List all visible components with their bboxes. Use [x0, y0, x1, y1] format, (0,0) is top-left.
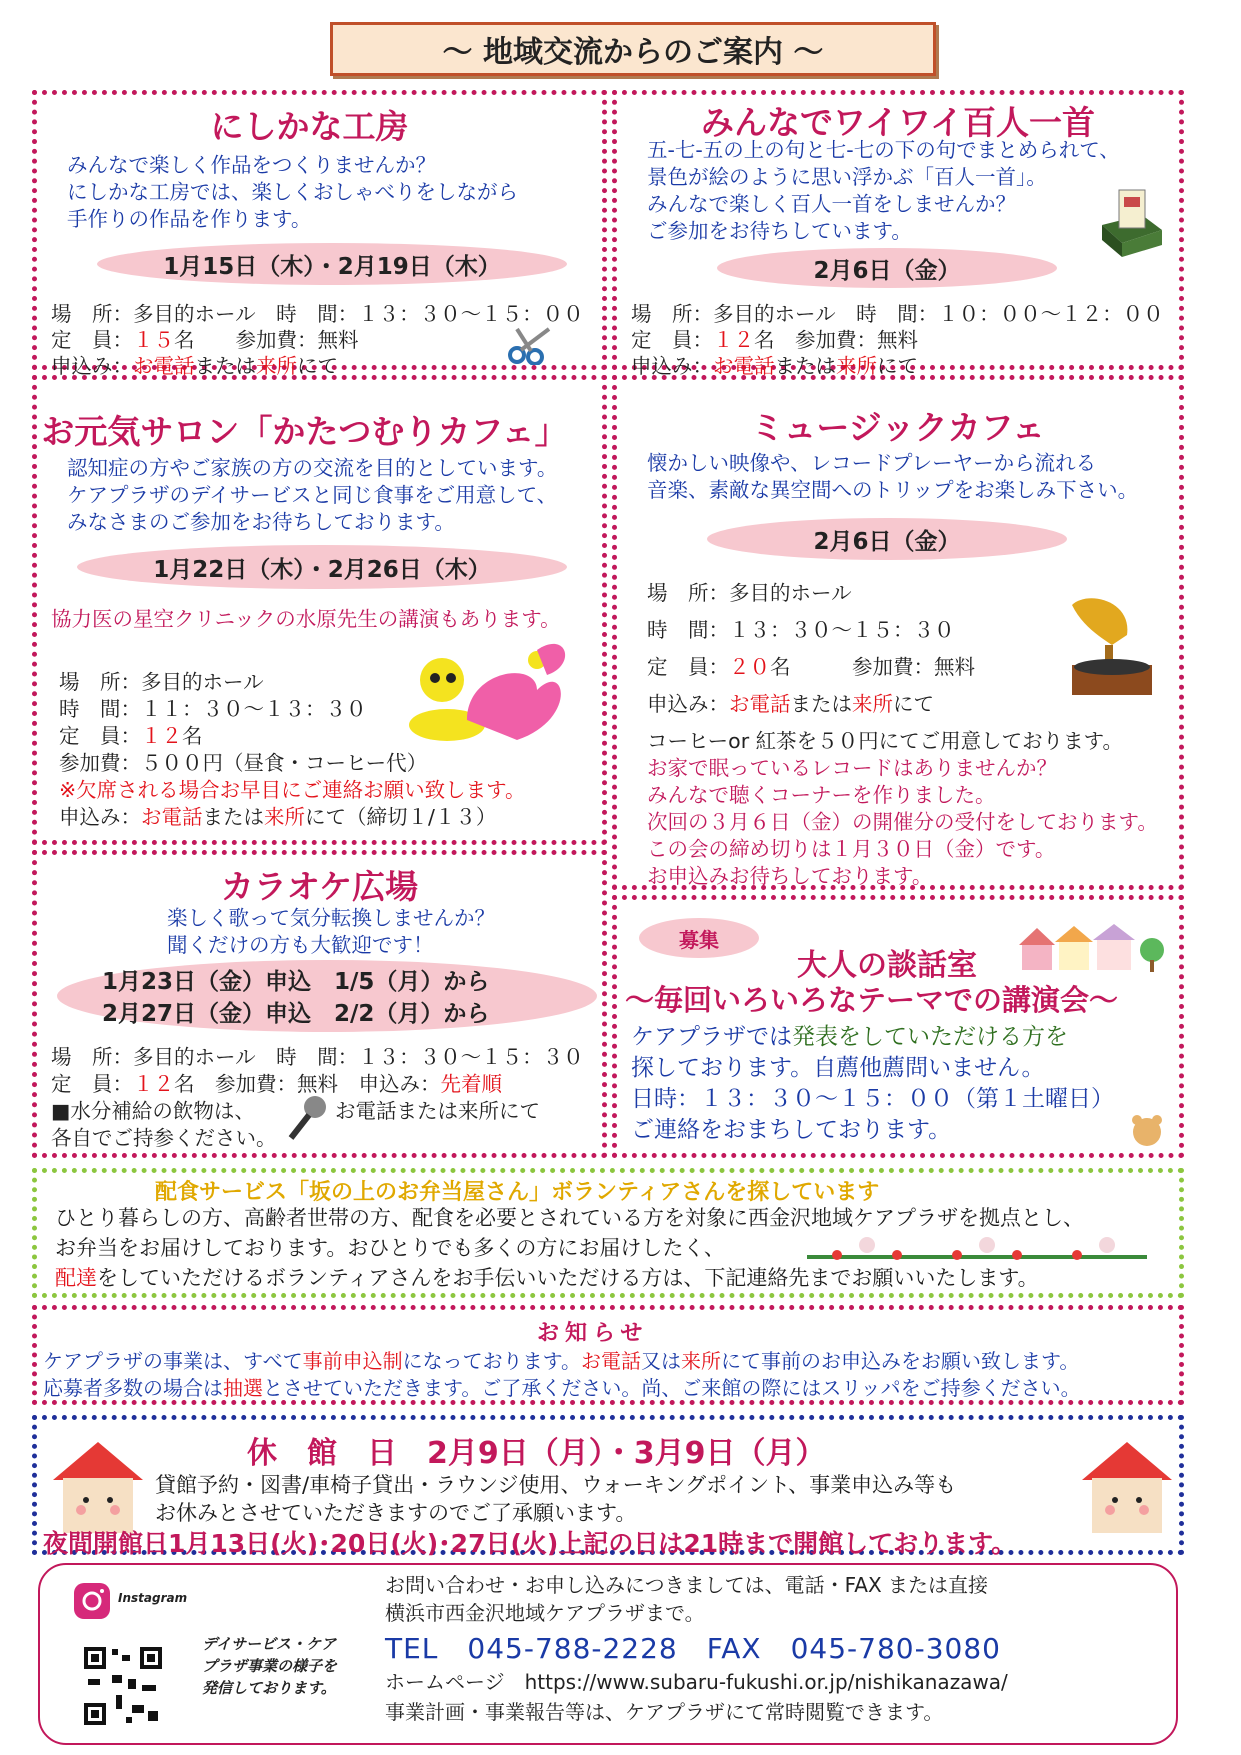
cap-unit: 名 参加費：無料	[754, 328, 918, 352]
snail-icon	[407, 630, 577, 750]
oshirase-2b: 抽選	[223, 1376, 263, 1400]
cap-unit: 名 参加費：無料	[770, 655, 975, 679]
cap-label: 定 員：	[647, 655, 729, 679]
oshirase-1e: 又は	[641, 1349, 682, 1373]
panel-haishoku	[32, 1168, 1184, 1298]
katatsumuri-desc-2: ケアプラザのデイサービスと同じ食事をご用意して、	[67, 483, 558, 507]
haishoku-line-3	[55, 1263, 1039, 1293]
katatsumuri-title: お元気サロン「かたつむりカフェ」	[41, 412, 568, 451]
katatsumuri-apply	[59, 800, 496, 830]
haishoku-line-2: お弁当をお届けしております。おひとりでも多くの方にお届けしたく、	[55, 1236, 725, 1260]
cap-unit: 名	[182, 724, 203, 748]
music-note-4: この会の締め切りは１月３０日（金）です。	[647, 837, 1056, 861]
house-face-icon-right	[1082, 1440, 1172, 1535]
oshirase-1c: になっております。	[402, 1349, 582, 1373]
karaoke-desc-1: 楽しく歌って気分転換しませんか？	[167, 906, 495, 930]
hyakunin-desc-1: 五-七-五の上の句と七-七の下の句でまとめられて、	[647, 138, 1120, 162]
haishoku-line-3b: をしていただけるボランティアさんをお手伝いいただける方は、下記連絡先までお願いいたします。	[97, 1266, 1039, 1290]
katatsumuri-notice: ※欠席される場合お早目にご連絡お願い致します。	[59, 778, 526, 802]
karaoke-water-1: ■水分補給の飲物は、	[51, 1099, 255, 1123]
nishikana-desc-1: みんなで楽しく作品をつくりませんか？	[67, 153, 436, 177]
apply-label: 申込み：	[647, 692, 729, 716]
oshirase-title: お知らせ	[537, 1321, 649, 1346]
cap-value: ２０	[729, 655, 770, 679]
music-note-1: お家で眠っているレコードはありませんか？	[647, 756, 1057, 780]
panel-closed	[32, 1415, 1184, 1558]
hyakunin-dates: 2月6日（金）	[717, 248, 1057, 288]
apply-phone: お電話	[133, 354, 195, 378]
haishoku-line-1: ひとり暮らしの方、高齢者世帯の方、配食を必要とされている方を対象に西金沢地域ケアプラザを拠点とし、	[55, 1206, 1084, 1230]
oshirase-1g: にて事前のお申込みをお願い致します。	[721, 1349, 1080, 1373]
contact-line-4: 事業計画・事業報告等は、ケアプラザにて常時閲覧できます。	[385, 1700, 944, 1724]
katatsumuri-time: 時 間：１１：３０～１３：３０	[59, 697, 367, 721]
oshirase-line-1	[43, 1348, 1079, 1375]
karaoke-water-3: お電話または来所にて	[335, 1099, 540, 1123]
panel-nishikana	[32, 90, 607, 378]
oshirase-1f: 来所	[681, 1349, 722, 1373]
panel-contact	[38, 1563, 1178, 1745]
music-place: 場 所：多目的ホール	[647, 581, 852, 605]
music-note-2: みんなで聴くコーナーを作りました。	[647, 783, 996, 807]
panel-music	[612, 375, 1184, 890]
oshirase-1d: お電話	[581, 1349, 642, 1373]
apply-mid: または	[202, 805, 264, 829]
bunny-garland-icon	[807, 1233, 1147, 1265]
cap-label: 定 員：	[51, 1072, 133, 1096]
music-note-3: 次回の３月６日（金）の開催分の受付をしております。	[647, 810, 1158, 834]
katatsumuri-capacity	[59, 719, 203, 749]
closed-title: 休 館 日 2月9日（月）・3月9日（月）	[247, 1436, 826, 1471]
karaoke-place-time: 場 所：多目的ホール 時 間：１３：３０～１５：３０	[51, 1045, 584, 1069]
cap-label: 定 員：	[51, 328, 133, 352]
cap-value: １５	[133, 328, 174, 352]
apply-end: にて	[893, 692, 934, 716]
karaoke-water-2: 各自でご持参ください。	[51, 1126, 277, 1150]
panel-oshirase	[32, 1305, 1184, 1405]
cap-value: １２	[713, 328, 754, 352]
karaoke-capacity	[51, 1067, 502, 1097]
contact-line-2: 横浜市西金沢地域ケアプラザまで。	[385, 1601, 705, 1625]
oshirase-2a: 応募者多数の場合は	[43, 1376, 223, 1400]
karaoke-dates-1: 1月23日（金）申込 1/5（月）から	[102, 969, 490, 995]
haishoku-line-3a: 配達	[55, 1266, 97, 1290]
scissors-icon	[507, 325, 557, 365]
nishikana-dates: 1月15日（木）・2月19日（木）	[97, 243, 567, 285]
instagram-icon	[72, 1581, 112, 1621]
otona-line-4: ご連絡をおまちしております。	[631, 1117, 952, 1143]
panel-hyakunin	[612, 90, 1184, 378]
apply-mid: または	[790, 692, 852, 716]
sns-text-3: 発信しております。	[202, 1679, 336, 1697]
karuta-box-icon	[1097, 185, 1167, 260]
otona-line-2: 探しております。自薦他薦問いません。	[631, 1055, 1045, 1081]
microphone-icon	[285, 1093, 330, 1143]
apply-visit: 来所	[256, 354, 297, 378]
haishoku-title: 配食サービス「坂の上のお弁当屋さん」ボランティアさんを探しています	[155, 1180, 880, 1205]
nishikana-desc-3: 手作りの作品を作ります。	[67, 207, 312, 231]
katatsumuri-dates: 1月22日（木）・2月26日（木）	[77, 545, 567, 589]
music-coffee: コーヒーor 紅茶を５０円にてご用意しております。	[647, 729, 1124, 753]
panel-otona	[612, 895, 1184, 1158]
cap-order: 先着順	[440, 1072, 502, 1096]
otona-line-1a: ケアプラザでは	[631, 1024, 792, 1050]
hyakunin-place-time: 場 所：多目的ホール 時 間：１０：００～１２：００	[631, 302, 1164, 326]
page-title: ～ 地域交流からのご案内 ～	[330, 22, 936, 76]
karaoke-dates-2: 2月27日（金）申込 2/2（月）から	[102, 1001, 490, 1027]
apply-label: 申込み：	[51, 354, 133, 378]
houses-icon	[1017, 920, 1167, 975]
hyakunin-desc-3: みんなで楽しく百人一首をしませんか？	[647, 192, 1016, 216]
bear-icon	[1127, 1110, 1167, 1150]
music-note-5: お申込みお待ちしております。	[647, 864, 933, 888]
house-face-icon-left	[53, 1440, 143, 1535]
cap-value: １２	[141, 724, 182, 748]
otona-title-2: ～毎回いろいろなテーマでの講演会～	[625, 983, 1119, 1017]
karaoke-title: カラオケ広場	[220, 867, 419, 906]
apply-mid: または	[194, 354, 256, 378]
katatsumuri-fee: 参加費：５００円（昼食・コーヒー代）	[59, 751, 428, 775]
sns-text-1: デイサービス・ケア	[202, 1635, 336, 1653]
apply-label: 申込み：	[631, 354, 713, 378]
qr-code-icon[interactable]	[82, 1645, 164, 1727]
cap-label: 定 員：	[631, 328, 713, 352]
music-capacity	[647, 650, 975, 680]
cap-label: 定 員：	[59, 724, 141, 748]
oshirase-1b: 事前申込制	[302, 1349, 403, 1373]
otona-title-1: 大人の談話室	[797, 948, 977, 983]
apply-visit: 来所	[264, 805, 305, 829]
apply-phone: お電話	[141, 805, 203, 829]
apply-label: 申込み：	[59, 805, 141, 829]
apply-end: にて	[877, 354, 918, 378]
nishikana-place-time: 場 所：多目的ホール 時 間：１３：３０～１５：００	[51, 302, 584, 326]
katatsumuri-lecture: 協力医の星空クリニックの水原先生の講演もあります。	[51, 607, 561, 631]
hyakunin-title: みんなでワイワイ百人一首	[700, 103, 1096, 142]
music-desc-2: 音楽、素敵な異空間へのトリップをお楽しみ下さい。	[647, 478, 1139, 502]
oshirase-2c: とさせていただきます。ご了承ください。尚、ご来館の際にはスリッパをご持参ください。	[263, 1376, 1081, 1400]
closed-line-1: 貸館予約・図書/車椅子貸出・ラウンジ使用、ウォーキングポイント、事業申込み等も	[155, 1473, 957, 1497]
otona-line-3: 日時：１３：３０～１５：００（第１土曜日）	[631, 1086, 1114, 1112]
otona-line-1	[631, 1022, 1068, 1052]
apply-phone: お電話	[713, 354, 775, 378]
apply-phone: お電話	[729, 692, 791, 716]
sns-text-2: プラザ事業の様子を	[202, 1657, 338, 1675]
katatsumuri-place: 場 所：多目的ホール	[59, 670, 264, 694]
katatsumuri-desc-3: みなさまのご参加をお待ちしております。	[67, 510, 455, 534]
apply-end: にて	[297, 354, 338, 378]
music-dates: 2月6日（金）	[707, 518, 1067, 560]
contact-tel-fax: TEL 045-788-2228 FAX 045-780-3080	[385, 1632, 1001, 1665]
music-title: ミュージックカフェ	[750, 408, 1046, 447]
panel-katatsumuri	[32, 375, 607, 845]
instagram-label: Instagram	[118, 1591, 188, 1605]
contact-line-1: お問い合わせ・お申し込みにつきましては、電話・FAX または直接	[385, 1573, 989, 1597]
nishikana-title: にしかな工房	[210, 107, 409, 146]
music-desc-1: 懐かしい映像や、レコードプレーヤーから流れる	[647, 451, 1097, 475]
gramophone-icon	[1057, 590, 1157, 700]
otona-badge: 募集	[639, 918, 759, 958]
contact-homepage[interactable]: ホームページ https://www.subaru-fukushi.or.jp/nishikanazawa/	[385, 1670, 1008, 1694]
apply-mid: または	[774, 354, 836, 378]
hyakunin-desc-4: ご参加をお待ちしています。	[647, 219, 912, 243]
cap-unit: 名 参加費：無料	[174, 328, 359, 352]
closed-line-2: お休みとさせていただきますのでご了承願います。	[155, 1501, 637, 1525]
cap-value: １２	[133, 1072, 174, 1096]
oshirase-1a: ケアプラザの事業は、すべて	[43, 1349, 303, 1373]
cap-mid: 名 参加費：無料 申込み：	[174, 1072, 441, 1096]
closed-night: 夜間開館日1月13日(火)･20日(火)･27日(火)上記の日は21時まで開館しております。	[43, 1529, 1017, 1558]
hyakunin-desc-2: 景色が絵のように思い浮かぶ「百人一首」。	[647, 165, 1047, 189]
karaoke-desc-2: 聞くだけの方も大歓迎です！	[167, 933, 434, 957]
oshirase-line-2	[43, 1375, 1081, 1402]
nishikana-desc-2: にしかな工房では、楽しくおしゃべりをしながら	[67, 180, 518, 204]
panel-karaoke	[32, 850, 607, 1158]
music-apply	[647, 687, 934, 717]
katatsumuri-desc-1: 認知症の方やご家族の方の交流を目的としています。	[67, 456, 558, 480]
apply-visit: 来所	[852, 692, 893, 716]
apply-visit: 来所	[836, 354, 877, 378]
apply-end: にて（締切１/１３）	[305, 805, 497, 829]
otona-line-1b: 発表をしていただける方を	[792, 1024, 1068, 1050]
music-time: 時 間：１３：３０～１５：３０	[647, 618, 955, 642]
